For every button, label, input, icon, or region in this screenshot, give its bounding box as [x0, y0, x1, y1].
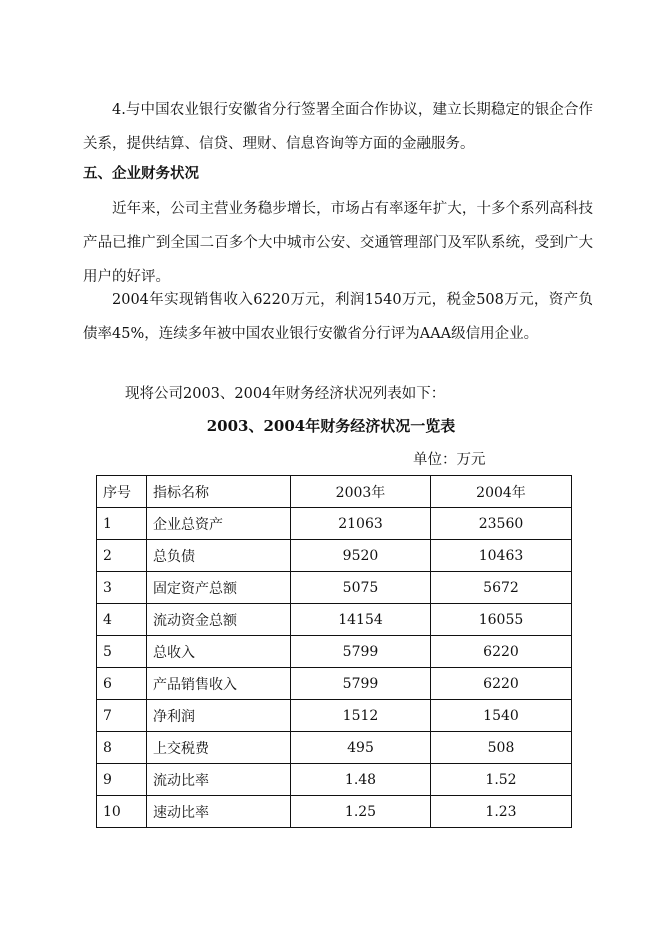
table-intro-text: 现将公司2003、2004年财务经济状况列表如下：	[125, 386, 446, 402]
row-value-2003-cell: 5799	[291, 636, 431, 668]
row-value-2004-cell: 6220	[431, 636, 572, 668]
row-index-cell: 10	[97, 796, 147, 828]
row-value-2003-cell: 5799	[291, 668, 431, 700]
row-index-cell: 6	[97, 668, 147, 700]
table-row	[97, 668, 572, 700]
row-value-2003-cell: 21063	[291, 508, 431, 540]
row-value-2004-cell: 23560	[431, 508, 572, 540]
row-value-2003-cell: 495	[291, 732, 431, 764]
header-year-2003: 2003年	[291, 476, 431, 508]
business-growth-paragraph: 近年来，公司主营业务稳步增长，市场占有率逐年扩大，十多个系列高科技产品已推广到全国二百多个大中城市公安、交通管理部门及军队系统，受到广大用户的好评。	[83, 201, 593, 285]
row-value-2003-cell: 9520	[291, 540, 431, 572]
table-row	[97, 540, 572, 572]
row-value-2003-cell: 1.25	[291, 796, 431, 828]
section-heading: 五、企业财务状况	[83, 165, 199, 182]
financial-summary-paragraph: 2004年实现销售收入6220万元，利润1540万元，税金508万元，资产负债率45%，连续多年被中国农业银行安徽省分行评为AAA级信用企业。	[83, 292, 593, 342]
table-title: 2003、2004年财务经济状况一览表	[206, 417, 456, 435]
row-index-cell: 1	[97, 508, 147, 540]
row-value-2003-cell: 1.48	[291, 764, 431, 796]
row-indicator-name-cell: 上交税费	[147, 732, 291, 764]
table-row	[97, 700, 572, 732]
row-indicator-name-cell: 产品销售收入	[147, 668, 291, 700]
row-value-2003-cell: 5075	[291, 572, 431, 604]
row-indicator-name-cell: 固定资产总额	[147, 572, 291, 604]
row-indicator-name-cell: 净利润	[147, 700, 291, 732]
row-value-2004-cell: 1.23	[431, 796, 572, 828]
row-value-2003-cell: 14154	[291, 604, 431, 636]
row-index-cell: 4	[97, 604, 147, 636]
row-index-cell: 3	[97, 572, 147, 604]
row-value-2004-cell: 1.52	[431, 764, 572, 796]
row-index-cell: 2	[97, 540, 147, 572]
table-row	[97, 732, 572, 764]
row-value-2004-cell: 16055	[431, 604, 572, 636]
table-row	[97, 796, 572, 828]
financial-table	[96, 475, 572, 828]
header-year-2004: 2004年	[431, 476, 572, 508]
table-row	[97, 604, 572, 636]
row-indicator-name-cell: 速动比率	[147, 796, 291, 828]
row-value-2004-cell: 1540	[431, 700, 572, 732]
row-value-2004-cell: 508	[431, 732, 572, 764]
table-row	[97, 572, 572, 604]
header-index: 序号	[97, 476, 147, 508]
row-index-cell: 8	[97, 732, 147, 764]
cooperation-paragraph: 4.与中国农业银行安徽省分行签署全面合作协议，建立长期稳定的银企合作关系，提供结算、信贷、理财、信息咨询等方面的金融服务。	[83, 102, 593, 152]
table-unit: 单位：万元	[413, 452, 486, 468]
row-indicator-name-cell: 总负债	[147, 540, 291, 572]
row-value-2004-cell: 5672	[431, 572, 572, 604]
row-indicator-name-cell: 流动资金总额	[147, 604, 291, 636]
row-value-2003-cell: 1512	[291, 700, 431, 732]
table-row	[97, 508, 572, 540]
row-value-2004-cell: 6220	[431, 668, 572, 700]
row-value-2004-cell: 10463	[431, 540, 572, 572]
row-index-cell: 7	[97, 700, 147, 732]
row-indicator-name-cell: 总收入	[147, 636, 291, 668]
header-indicator-name: 指标名称	[147, 476, 291, 508]
table-row	[97, 764, 572, 796]
row-indicator-name-cell: 流动比率	[147, 764, 291, 796]
row-index-cell: 9	[97, 764, 147, 796]
row-index-cell: 5	[97, 636, 147, 668]
table-row	[97, 636, 572, 668]
table-header-row	[97, 476, 572, 508]
row-indicator-name-cell: 企业总资产	[147, 508, 291, 540]
